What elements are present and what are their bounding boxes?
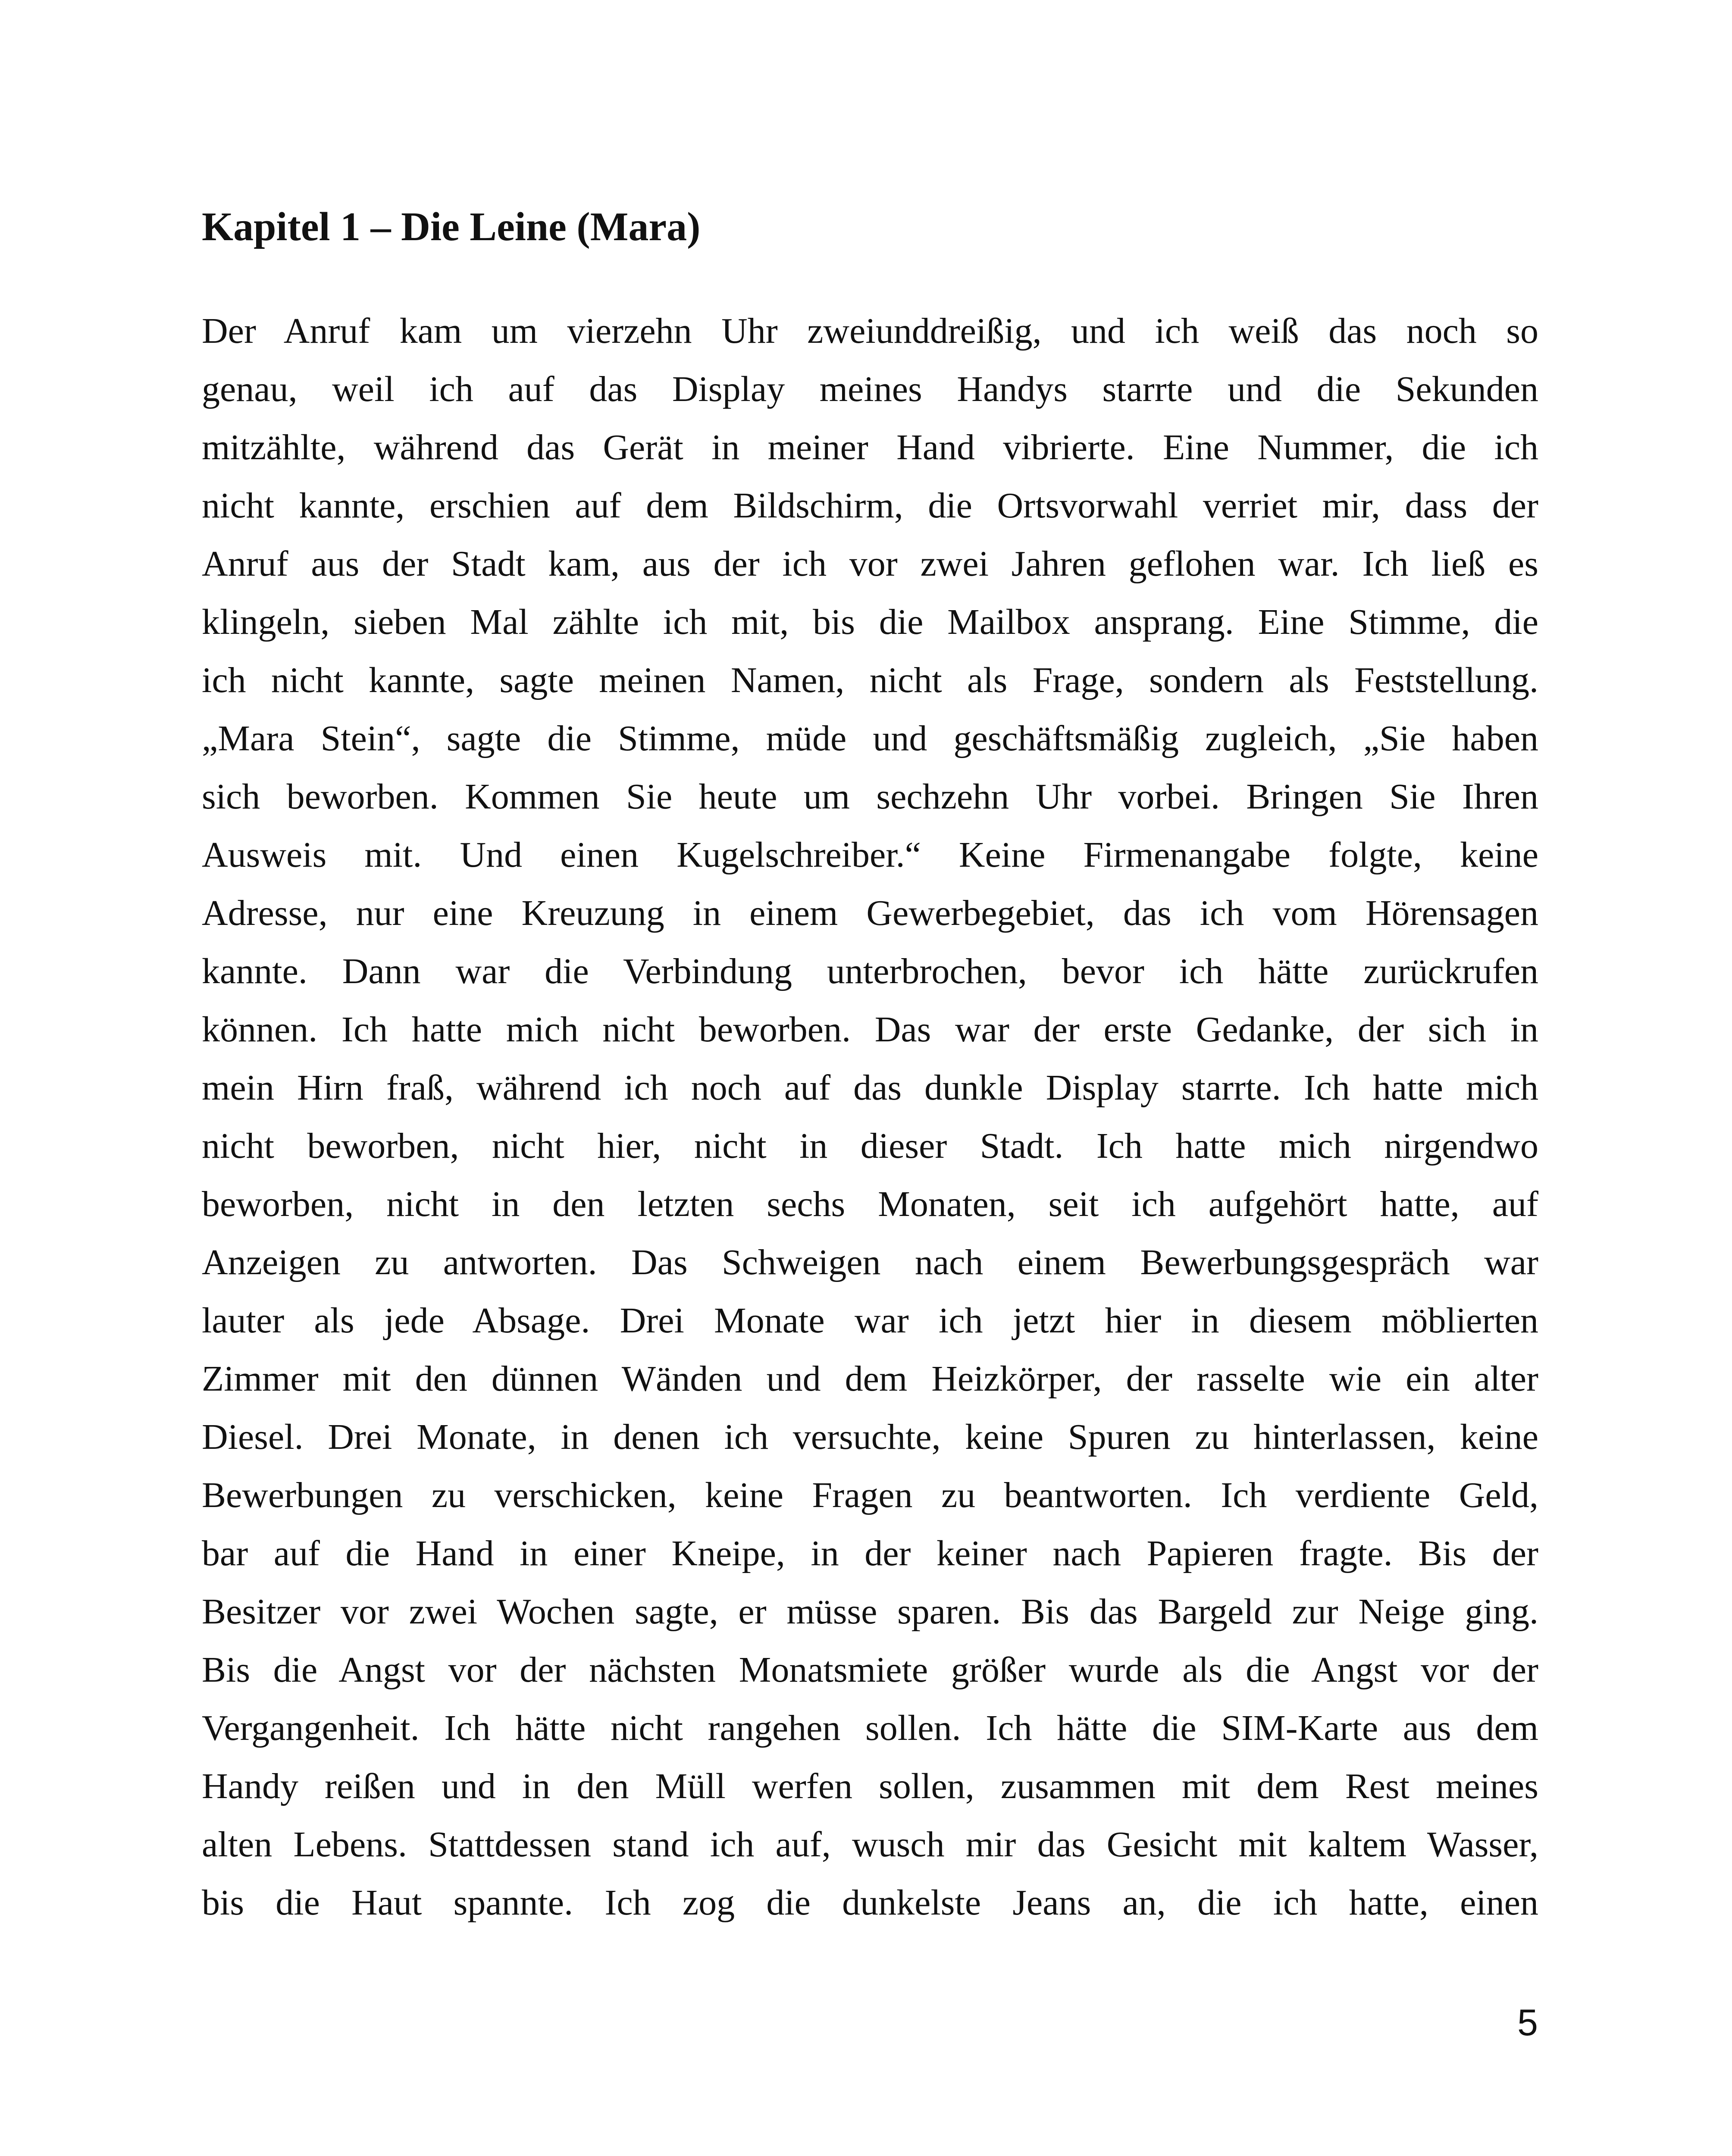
text-line: Bewerbungen zu verschicken, keine Fragen zu beantworten. Ich verdiente Geld, (202, 1475, 1538, 1515)
text-line: „Mara Stein“, sagte die Stimme, müde und geschäftsmäßig zugleich, „Sie haben (202, 718, 1538, 758)
text-line: mitzählte, während das Gerät in meiner Hand vibrierte. Eine Nummer, die ich (202, 427, 1538, 467)
text-line: klingeln, sieben Mal zählte ich mit, bis die Mailbox ansprang. Eine Stimme, die (202, 602, 1538, 642)
text-line: mein Hirn fraß, während ich noch auf das dunkle Display starrte. Ich hatte mich (202, 1068, 1538, 1108)
text-line: Handy reißen und in den Müll werfen sollen, zusammen mit dem Rest meines (202, 1766, 1538, 1806)
text-line: bis die Haut spannte. Ich zog die dunkelste Jeans an, die ich hatte, einen (202, 1883, 1538, 1923)
text-line: Bis die Angst vor der nächsten Monatsmiete größer wurde als die Angst vor der (202, 1650, 1538, 1690)
text-line: kannte. Dann war die Verbindung unterbrochen, bevor ich hätte zurückrufen (202, 951, 1538, 991)
text-line: Adresse, nur eine Kreuzung in einem Gewerbegebiet, das ich vom Hörensagen (202, 893, 1538, 933)
text-line: können. Ich hatte mich nicht beworben. Das war der erste Gedanke, der sich in (202, 1009, 1538, 1050)
text-line: alten Lebens. Stattdessen stand ich auf, wusch mir das Gesicht mit kaltem Wasser, (202, 1824, 1538, 1865)
text-line: Anzeigen zu antworten. Das Schweigen nach einem Bewerbungsgespräch war (202, 1242, 1538, 1282)
text-line: nicht kannte, erschien auf dem Bildschirm, die Ortsvorwahl verriet mir, dass der (202, 486, 1538, 526)
text-line: beworben, nicht in den letzten sechs Monaten, seit ich aufgehört hatte, auf (202, 1184, 1538, 1224)
body-text (202, 302, 1538, 1932)
text-line: genau, weil ich auf das Display meines Handys starrte und die Sekunden (202, 369, 1538, 409)
text-line: Zimmer mit den dünnen Wänden und dem Heizkörper, der rasselte wie ein alter (202, 1359, 1538, 1399)
text-line: Anruf aus der Stadt kam, aus der ich vor zwei Jahren geflohen war. Ich ließ es (202, 544, 1538, 584)
text-line: Ausweis mit. Und einen Kugelschreiber.“ Keine Firmenangabe folgte, keine (202, 835, 1538, 875)
text-line: Besitzer vor zwei Wochen sagte, er müsse sparen. Bis das Bargeld zur Neige ging. (202, 1592, 1538, 1632)
text-line: Diesel. Drei Monate, in denen ich versuchte, keine Spuren zu hinterlassen, keine (202, 1417, 1538, 1457)
text-line: nicht beworben, nicht hier, nicht in dieser Stadt. Ich hatte mich nirgendwo (202, 1126, 1538, 1166)
text-line: ich nicht kannte, sagte meinen Namen, nicht als Frage, sondern als Feststellung. (202, 660, 1538, 700)
text-line: bar auf die Hand in einer Kneipe, in der keiner nach Papieren fragte. Bis der (202, 1533, 1538, 1573)
text-line: Der Anruf kam um vierzehn Uhr zweiunddreißig, und ich weiß das noch so (202, 311, 1538, 351)
text-line: Vergangenheit. Ich hätte nicht rangehen sollen. Ich hätte die SIM-Karte aus dem (202, 1708, 1538, 1748)
text-line: sich beworben. Kommen Sie heute um sechzehn Uhr vorbei. Bringen Sie Ihren (202, 777, 1538, 817)
page-number: 5 (1517, 2002, 1538, 2043)
text-line: lauter als jede Absage. Drei Monate war ich jetzt hier in diesem möblierten (202, 1300, 1538, 1341)
chapter-title: Kapitel 1 – Die Leine (Mara) (202, 204, 701, 249)
